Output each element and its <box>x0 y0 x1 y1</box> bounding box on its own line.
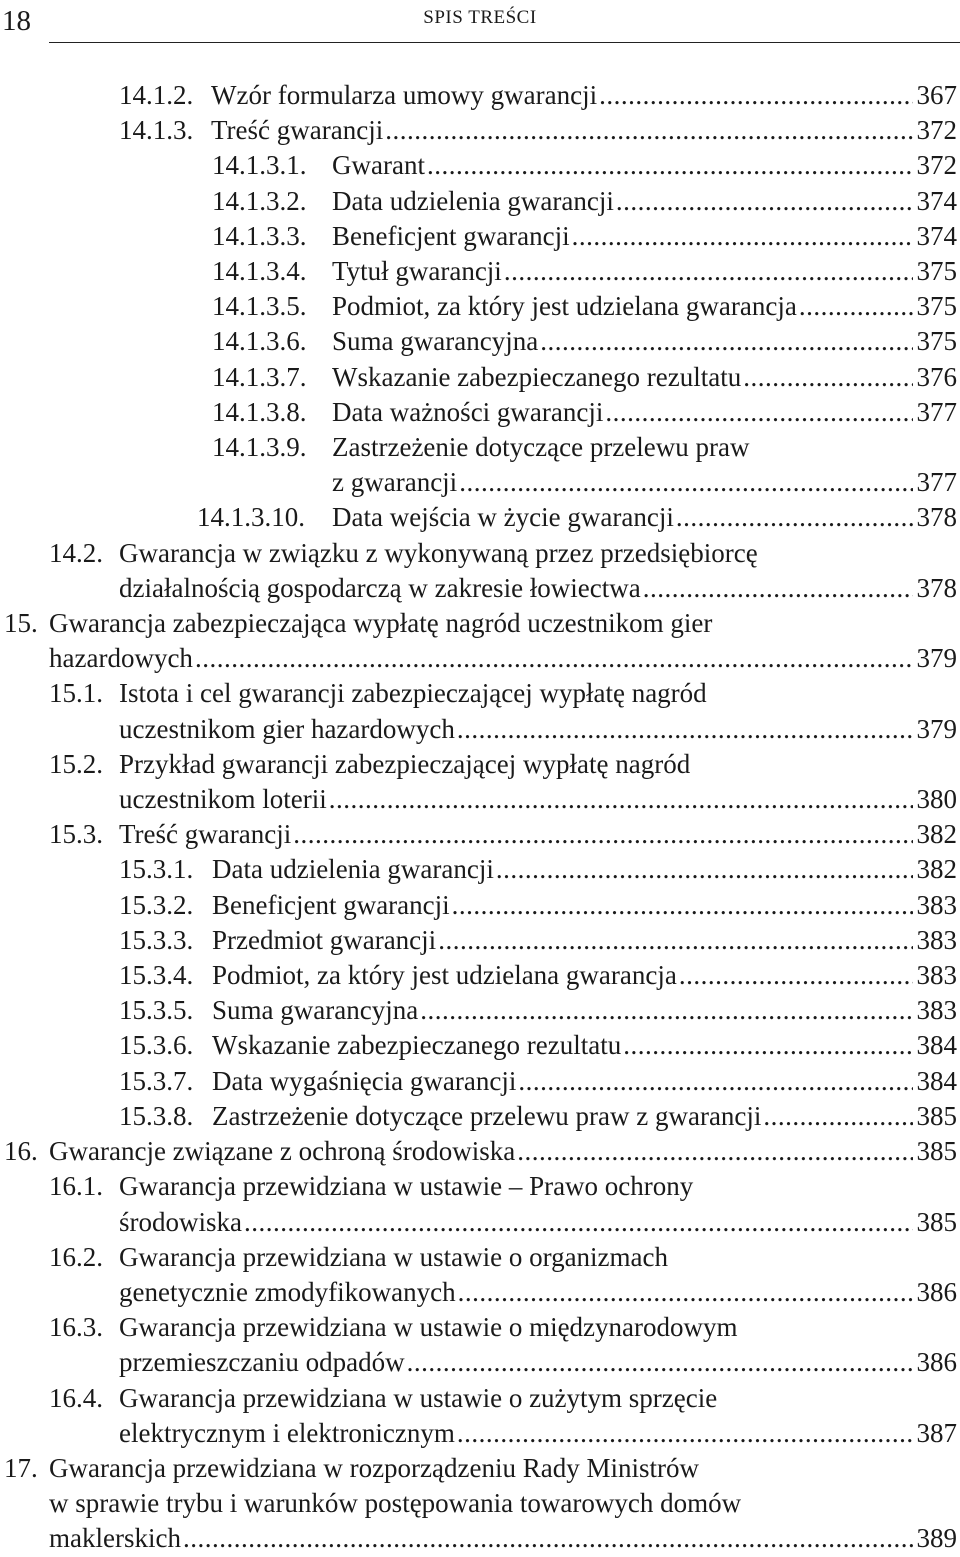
toc-entry-title: Zastrzeżenie dotyczące przelewu praw z gwarancji <box>212 1099 761 1134</box>
toc-entry-title: Wskazanie zabezpieczanego rezultatu <box>332 360 741 395</box>
toc-entry-title: Suma gwarancyjna <box>332 324 538 359</box>
toc-page-number: 375 <box>917 254 960 289</box>
toc-entry-number: 14.1.3.4. <box>212 254 332 289</box>
toc-page-number: 375 <box>917 324 960 359</box>
dot-leader <box>385 113 912 148</box>
toc-entry <box>0 536 960 606</box>
toc-entry-title: Data udzielenia gwarancji <box>332 184 614 219</box>
dot-leader <box>643 571 913 606</box>
toc-entry <box>0 148 960 183</box>
toc-entry <box>0 1064 960 1099</box>
toc-entry-title: elektrycznym i elektronicznym <box>119 1416 455 1451</box>
toc-page-number: 383 <box>917 958 960 993</box>
dot-leader <box>518 1064 912 1099</box>
toc-entry <box>0 219 960 254</box>
toc-entry-number: 14.1.3.8. <box>212 395 332 430</box>
toc-entry-title: Podmiot, za który jest udzielana gwarancja <box>332 289 797 324</box>
toc-entry-title: hazardowych <box>49 641 193 676</box>
toc-entry-title: Przedmiot gwarancji <box>212 923 436 958</box>
toc-entry-number: 17. <box>4 1451 49 1557</box>
toc-page-number: 387 <box>917 1416 960 1451</box>
page-header <box>0 0 960 44</box>
toc-entry-number: 14.1.3.5. <box>212 289 332 324</box>
dot-leader <box>438 923 912 958</box>
toc-entry-number: 15.3.7. <box>119 1064 212 1099</box>
toc-entry-title: Istota i cel gwarancji zabezpieczającej wypłatę nagród <box>119 676 707 711</box>
toc-entry-title: Wskazanie zabezpieczanego rezultatu <box>212 1028 621 1063</box>
toc-entry-title: uczestnikom loterii <box>119 782 327 817</box>
toc-page-number: 384 <box>917 1064 960 1099</box>
toc-entry-title: Gwarancja w związku z wykonywaną przez przedsiębiorcę <box>119 536 758 571</box>
dot-leader <box>743 360 912 395</box>
toc-entry <box>0 1099 960 1134</box>
toc-entry-title: Gwarancja przewidziana w ustawie o zużytym sprzęcie <box>119 1381 717 1416</box>
toc-entry <box>0 500 960 535</box>
toc-entry <box>0 324 960 359</box>
toc-entry-title: Beneficjent gwarancji <box>212 888 450 923</box>
dot-leader <box>457 1416 913 1451</box>
toc-entry <box>0 1028 960 1063</box>
dot-leader <box>763 1099 912 1134</box>
toc-entry <box>0 254 960 289</box>
toc-entry-number: 15.3.4. <box>119 958 212 993</box>
toc-page-number: 372 <box>917 148 960 183</box>
dot-leader <box>183 1521 913 1556</box>
toc-entry <box>0 289 960 324</box>
toc-page-number: 378 <box>917 571 960 606</box>
toc-entry-title: Tytuł gwarancji <box>332 254 502 289</box>
toc-entry-number: 16. <box>4 1134 49 1169</box>
dot-leader <box>459 465 912 500</box>
toc-entry-title: Data udzielenia gwarancji <box>212 852 494 887</box>
toc-entry-title: środowiska <box>119 1205 242 1240</box>
dot-leader <box>676 500 913 535</box>
dot-leader <box>616 184 913 219</box>
toc-entry-title: Gwarancja przewidziana w ustawie o organizmach <box>119 1240 668 1275</box>
dot-leader <box>457 712 913 747</box>
toc-entry-number: 15.3.2. <box>119 888 212 923</box>
toc-entry-number: 14.1.3.6. <box>212 324 332 359</box>
toc-page-number: 386 <box>917 1345 960 1380</box>
toc-entry <box>0 1310 960 1380</box>
dot-leader <box>599 78 912 113</box>
toc-entry-number: 14.1.3. <box>119 113 211 148</box>
toc-entry-number: 16.3. <box>49 1310 119 1380</box>
dot-leader <box>407 1345 913 1380</box>
toc-page-number: 377 <box>917 465 960 500</box>
toc-entry-number: 14.1.3.1. <box>212 148 332 183</box>
toc-page-number: 379 <box>917 712 960 747</box>
toc-entry-title: Gwarancja przewidziana w rozporządzeniu Rady Ministrów <box>49 1451 699 1486</box>
toc-page-number: 375 <box>917 289 960 324</box>
toc-page-number: 376 <box>917 360 960 395</box>
toc-entry <box>0 606 960 676</box>
dot-leader <box>420 993 912 1028</box>
toc-page-number: 382 <box>917 852 960 887</box>
toc-entry <box>0 747 960 817</box>
dot-leader <box>458 1275 913 1310</box>
toc-entry-number: 14.1.2. <box>119 78 211 113</box>
toc-entry-number: 14.1.3.9. <box>212 430 332 500</box>
toc-page-number: 385 <box>917 1099 960 1134</box>
dot-leader <box>452 888 913 923</box>
dot-leader <box>605 395 912 430</box>
toc-entry-number: 15.1. <box>49 676 119 746</box>
toc-entry <box>0 1240 960 1310</box>
toc-entry <box>0 958 960 993</box>
toc-entry-title: genetycznie zmodyfikowanych <box>119 1275 456 1310</box>
dot-leader <box>517 1134 912 1169</box>
toc-entry-number: 14.1.3.10. <box>197 500 332 535</box>
toc-entry <box>0 888 960 923</box>
toc-entry-title: Gwarancje związane z ochroną środowiska <box>49 1134 515 1169</box>
toc-entry-title: maklerskich <box>49 1521 181 1556</box>
running-head: SPIS TREŚCI <box>0 6 960 30</box>
dot-leader <box>799 289 913 324</box>
toc-entry <box>0 1451 960 1557</box>
toc-entry-title: Zastrzeżenie dotyczące przelewu praw <box>332 430 750 465</box>
toc-entry-title: z gwarancji <box>332 465 457 500</box>
toc-entry-number: 16.1. <box>49 1169 119 1239</box>
dot-leader <box>329 782 913 817</box>
toc-page-number: 385 <box>917 1205 960 1240</box>
toc-entry <box>0 1134 960 1169</box>
toc-entry <box>0 676 960 746</box>
toc-entry <box>0 78 960 113</box>
toc-entry <box>0 923 960 958</box>
toc-entry-number: 15. <box>4 606 49 676</box>
dot-leader <box>504 254 913 289</box>
toc-entry-number: 15.3.5. <box>119 993 212 1028</box>
toc-entry <box>0 430 960 500</box>
toc-entry-title: Data wejścia w życie gwarancji <box>332 500 674 535</box>
toc-entry-title: w sprawie trybu i warunków postępowania towarowych domów <box>49 1486 741 1521</box>
toc-page-number: 383 <box>917 923 960 958</box>
toc-entry <box>0 395 960 430</box>
toc-entry-title: Data wygaśnięcia gwarancji <box>212 1064 516 1099</box>
toc-entry-number: 14.1.3.7. <box>212 360 332 395</box>
toc-entry-title: Podmiot, za który jest udzielana gwarancja <box>212 958 677 993</box>
toc-entry-number: 15.3.6. <box>119 1028 212 1063</box>
toc-page-number: 383 <box>917 993 960 1028</box>
toc-entry-title: Beneficjent gwarancji <box>332 219 570 254</box>
toc-page-number: 372 <box>917 113 960 148</box>
toc-entry-title: działalnością gospodarczą w zakresie łowiectwa <box>119 571 641 606</box>
toc-entry-number: 16.2. <box>49 1240 119 1310</box>
toc-entry <box>0 1381 960 1451</box>
toc-entry-title: przemieszczaniu odpadów <box>119 1345 405 1380</box>
toc-entry <box>0 113 960 148</box>
toc-page-number: 380 <box>917 782 960 817</box>
toc-page-number: 378 <box>917 500 960 535</box>
dot-leader <box>623 1028 912 1063</box>
dot-leader <box>540 324 912 359</box>
dot-leader <box>195 641 913 676</box>
toc-page-number: 382 <box>917 817 960 852</box>
toc-entry-title: Data ważności gwarancji <box>332 395 603 430</box>
toc-page-number: 379 <box>917 641 960 676</box>
toc-entry <box>0 852 960 887</box>
toc-entry <box>0 1169 960 1239</box>
toc-entry <box>0 817 960 852</box>
toc-entry-number: 15.3. <box>49 817 119 852</box>
toc-page-number: 385 <box>917 1134 960 1169</box>
toc-entry-number: 14.1.3.2. <box>212 184 332 219</box>
toc-entry-title: Wzór formularza umowy gwarancji <box>211 78 597 113</box>
toc-entry-title: Gwarancja przewidziana w ustawie – Prawo ochrony <box>119 1169 693 1204</box>
page-number: 18 <box>2 4 31 38</box>
toc-entry-title: Gwarant <box>332 148 425 183</box>
toc-entry-number: 15.3.1. <box>119 852 212 887</box>
dot-leader <box>244 1205 913 1240</box>
dot-leader <box>679 958 913 993</box>
toc-entry <box>0 184 960 219</box>
toc-page-number: 389 <box>917 1521 960 1556</box>
toc-entry-number: 14.1.3.3. <box>212 219 332 254</box>
toc-entry-title: uczestnikom gier hazardowych <box>119 712 455 747</box>
dot-leader <box>496 852 913 887</box>
dot-leader <box>293 817 912 852</box>
dot-leader <box>427 148 913 183</box>
toc-page-number: 383 <box>917 888 960 923</box>
toc-page-number: 374 <box>917 184 960 219</box>
toc-entry-number: 15.3.8. <box>119 1099 212 1134</box>
toc-page-number: 367 <box>917 78 960 113</box>
toc-entry-number: 15.3.3. <box>119 923 212 958</box>
toc-entry-title: Gwarancja przewidziana w ustawie o międzynarodowym <box>119 1310 738 1345</box>
toc-page-number: 384 <box>917 1028 960 1063</box>
toc-page-number: 377 <box>917 395 960 430</box>
toc-page-number: 386 <box>917 1275 960 1310</box>
toc-entry <box>0 993 960 1028</box>
toc-entry-title: Treść gwarancji <box>119 817 291 852</box>
toc-entry-title: Treść gwarancji <box>211 113 383 148</box>
toc-entry <box>0 360 960 395</box>
toc-entry-title: Gwarancja zabezpieczająca wypłatę nagród uczestnikom gier <box>49 606 712 641</box>
toc-page-number: 374 <box>917 219 960 254</box>
toc-entry-title: Przykład gwarancji zabezpieczającej wypłatę nagród <box>119 747 690 782</box>
toc-entry-number: 15.2. <box>49 747 119 817</box>
header-rule <box>49 42 960 43</box>
table-of-contents <box>0 78 960 1557</box>
toc-entry-title: Suma gwarancyjna <box>212 993 418 1028</box>
toc-entry-number: 14.2. <box>49 536 119 606</box>
toc-entry-number: 16.4. <box>49 1381 119 1451</box>
dot-leader <box>572 219 913 254</box>
